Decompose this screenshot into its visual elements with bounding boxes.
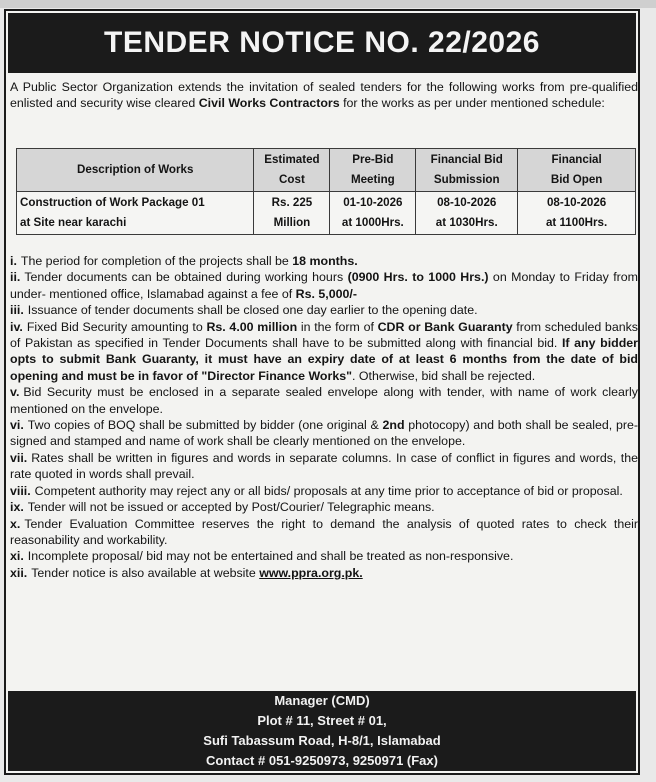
table-row <box>17 192 636 235</box>
header-bid-submission: Financial Bid Submission <box>416 149 518 192</box>
cell-bid-open: 08-10-2026 at 1100Hrs. <box>518 192 636 235</box>
term-i: i. The period for completion of the projects shall be 18 months. <box>10 254 358 268</box>
term-ix: ix. Tender will not be issued or accepted by Post/Courier/ Telegraphic means. <box>10 500 435 515</box>
term-ii: ii. Tender documents can be obtained during working hours (0900 Hrs. to 1000 Hrs.) on Monday to Friday from under- mentioned office, Islamabad against a fee of Rs. 5,000/- <box>10 270 638 301</box>
header-bid-open: Financial Bid Open <box>518 149 636 192</box>
term-iv: iv. Fixed Bid Security amounting to Rs. 4.00 million in the form of CDR or Bank Guaranty from scheduled banks of Pakistan as specified in Tender Documents shall have to be submitted along with financial bid. If any bidder opts to submit Bank Guaranty, it must have an expiry date of at least 6 months from the date of bid opening and must be in favor of "Director Finance Works". Otherwise, bid shall be rejected. <box>10 319 639 383</box>
contact-footer <box>8 691 636 771</box>
website-link[interactable]: www.ppra.org.pk. <box>259 565 363 580</box>
cell-description: Construction of Work Package 01 at Site near karachi <box>17 192 254 235</box>
term-vi: vi. Two copies of BOQ shall be submitted by bidder (one original & 2nd photocopy) and both shall be sealed, pre-signed and stamped and name of work shall be clearly mentioned on the envelope. <box>10 418 638 449</box>
term-vii: vii. Rates shall be written in figures and words in separate columns. In case of conflict in figures and words, the rate quoted in words shall prevail. <box>10 450 638 482</box>
term-xi: xi. Incomplete proposal/ bid may not be entertained and shall be treated as non-responsive. <box>10 549 514 564</box>
terms-list <box>10 253 638 581</box>
cell-estimated-cost: Rs. 225 Million <box>254 192 330 235</box>
footer-contact: Contact # 051-9250973, 9250971 (Fax) <box>206 753 438 768</box>
term-iii: iii. Issuance of tender documents shall be closed one day earlier to the opening date. <box>10 303 478 318</box>
schedule-table <box>16 148 636 235</box>
term-xii: xii. Tender notice is also available at website www.ppra.org.pk. <box>10 565 363 580</box>
cell-pre-bid-meeting: 01-10-2026 at 1000Hrs. <box>330 192 416 235</box>
table-header-row <box>17 149 636 192</box>
top-band <box>0 0 656 8</box>
notice-title: TENDER NOTICE NO. 22/2026 <box>8 13 636 73</box>
cell-bid-submission: 08-10-2026 at 1030Hrs. <box>416 192 518 235</box>
footer-office: Manager (CMD) <box>274 693 370 708</box>
header-pre-bid-meeting: Pre-Bid Meeting <box>330 149 416 192</box>
footer-address-1: Plot # 11, Street # 01, <box>257 713 387 728</box>
term-v: v. Bid Security must be enclosed in a separate sealed envelope along with tender, with name of work clearly mentioned on the envelope. <box>10 385 638 416</box>
term-x: x. Tender Evaluation Committee reserves the right to demand the analysis of quoted rates to check their reasonability and workability. <box>10 516 638 547</box>
intro-paragraph: A Public Sector Organization extends the invitation of sealed tenders for the following works from pre-qualified enlisted and security wise cleared Civil Works Contractors for the works as per under mentioned schedule: <box>10 80 638 111</box>
contractor-type: Civil Works Contractors <box>198 96 340 111</box>
footer-address-2: Sufi Tabassum Road, H-8/1, Islamabad <box>203 733 441 748</box>
tender-notice <box>4 9 640 775</box>
header-estimated-cost: Estimated Cost <box>254 149 330 192</box>
header-description: Description of Works <box>17 149 254 192</box>
term-viii: viii. Competent authority may reject any or all bids/ proposals at any time prior to acceptance of bid or proposal. <box>10 483 623 498</box>
